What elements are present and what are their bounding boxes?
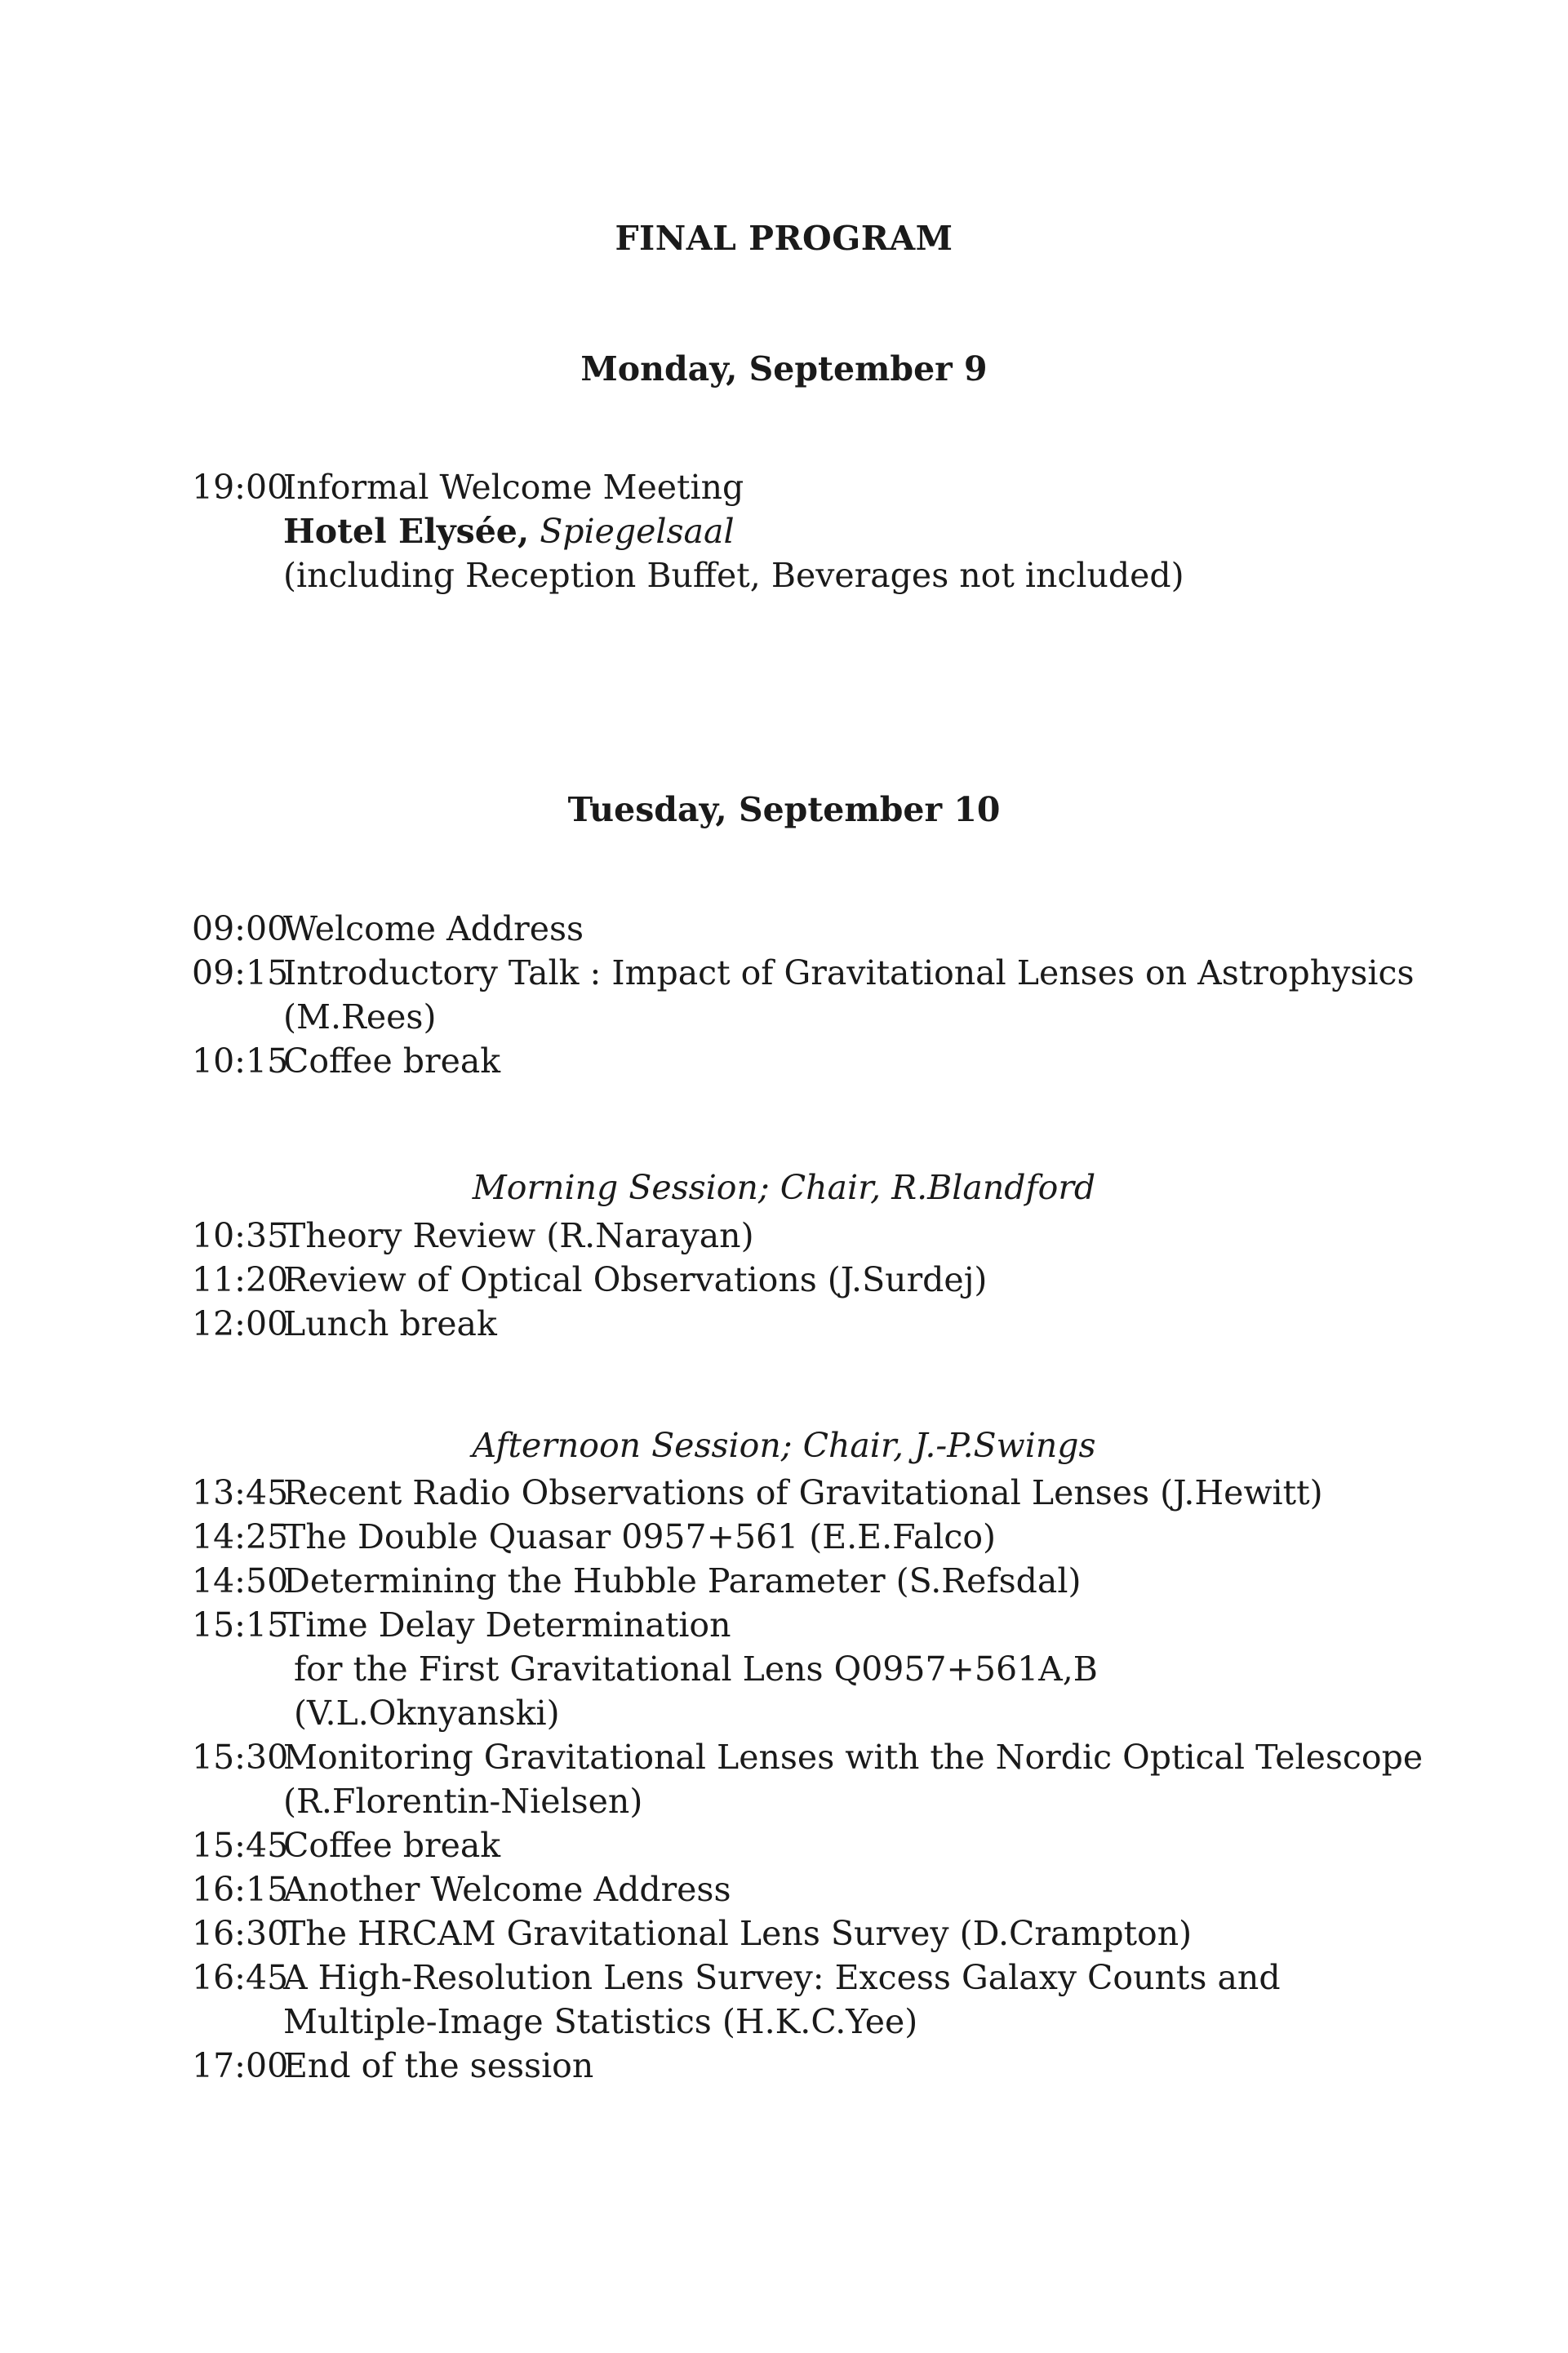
entry-time: 10:35	[192, 1216, 289, 1255]
entry-text: Coffee break	[283, 1826, 501, 1865]
entry-time: 19:00	[192, 468, 289, 507]
entry-continuation: (V.L.Oknyanski)	[294, 1694, 560, 1733]
entry-text: Informal Welcome Meeting	[283, 468, 744, 507]
schedule-entry	[192, 907, 584, 951]
entry-time: 10:15	[192, 1041, 289, 1081]
entry-text: Welcome Address	[283, 909, 584, 948]
entry-text: Review of Optical Observations (J.Surdej)	[283, 1260, 988, 1299]
schedule-entry	[192, 1039, 500, 1083]
entry-text: A High-Resolution Lens Survey: Excess Galaxy Counts and	[283, 1958, 1281, 1997]
day-heading-tuesday: Tuesday, September 10	[567, 790, 1001, 829]
entry-text: Introductory Talk : Impact of Gravitational Lenses on Astrophysics	[283, 953, 1415, 992]
schedule-entry	[192, 1911, 1192, 1956]
schedule-entry	[192, 1603, 731, 1647]
schedule-entry	[192, 1867, 731, 1911]
entry-time: 15:45	[192, 1826, 289, 1865]
entry-time: 17:00	[192, 2046, 289, 2085]
entry-text: End of the session	[283, 2046, 594, 2085]
entry-text: Monitoring Gravitational Lenses with the Nordic Optical Telescope	[283, 1738, 1424, 1777]
entry-time: 14:50	[192, 1561, 289, 1600]
venue-note: (including Reception Buffet, Beverages not included)	[283, 556, 1184, 595]
entry-time: 12:00	[192, 1304, 289, 1343]
entry-time: 16:45	[192, 1958, 289, 1997]
venue-line	[283, 509, 735, 553]
entry-time: 16:30	[192, 1914, 289, 1953]
venue-name: Hotel Elysée,	[283, 512, 530, 551]
schedule-entry	[192, 1515, 996, 1559]
entry-time: 15:30	[192, 1738, 289, 1777]
schedule-entry	[192, 1471, 1323, 1515]
entry-time: 09:00	[192, 909, 289, 948]
schedule-entry	[192, 1956, 1281, 2000]
schedule-entry	[192, 1735, 1423, 1779]
schedule-entry	[192, 2044, 593, 2088]
entry-text: The HRCAM Gravitational Lens Survey (D.Crampton)	[283, 1914, 1193, 1953]
entry-text: Determining the Hubble Parameter (S.Refsdal)	[283, 1561, 1082, 1600]
entry-text: Recent Radio Observations of Gravitational Lenses (J.Hewitt)	[283, 1473, 1323, 1512]
entry-continuation: (R.Florentin-Nielsen)	[283, 1782, 643, 1821]
schedule-entry	[192, 1823, 500, 1867]
entry-time: 09:15	[192, 953, 289, 992]
schedule-entry	[192, 1302, 497, 1346]
entry-continuation: for the First Gravitational Lens Q0957+561A,B	[294, 1649, 1098, 1689]
session-heading-morning: Morning Session; Chair, R.Blandford	[472, 1168, 1096, 1207]
schedule-entry	[192, 951, 1415, 995]
schedule-entry	[192, 1559, 1081, 1603]
day-heading-monday: Monday, September 9	[580, 349, 988, 388]
entry-time: 14:25	[192, 1517, 289, 1556]
venue-room: Spiegelsaal	[540, 512, 735, 551]
entry-time: 11:20	[192, 1260, 289, 1299]
entry-continuation: (M.Rees)	[283, 997, 437, 1037]
entry-time: 13:45	[192, 1473, 289, 1512]
schedule-entry	[192, 1258, 987, 1302]
page-title: FINAL PROGRAM	[615, 219, 953, 258]
entry-time: 16:15	[192, 1870, 289, 1909]
entry-text: Time Delay Determination	[283, 1605, 731, 1645]
schedule-entry	[192, 1214, 754, 1258]
session-heading-afternoon: Afternoon Session; Chair, J.-P.Swings	[472, 1426, 1096, 1465]
entry-text: Coffee break	[283, 1041, 501, 1081]
entry-text: Theory Review (R.Narayan)	[283, 1216, 754, 1255]
entry-text: Another Welcome Address	[283, 1870, 731, 1909]
entry-text: Lunch break	[283, 1304, 497, 1343]
schedule-entry	[192, 465, 744, 509]
entry-text: The Double Quasar 0957+561 (E.E.Falco)	[283, 1517, 997, 1556]
entry-continuation: Multiple-Image Statistics (H.K.C.Yee)	[283, 2002, 918, 2041]
entry-time: 15:15	[192, 1605, 289, 1645]
